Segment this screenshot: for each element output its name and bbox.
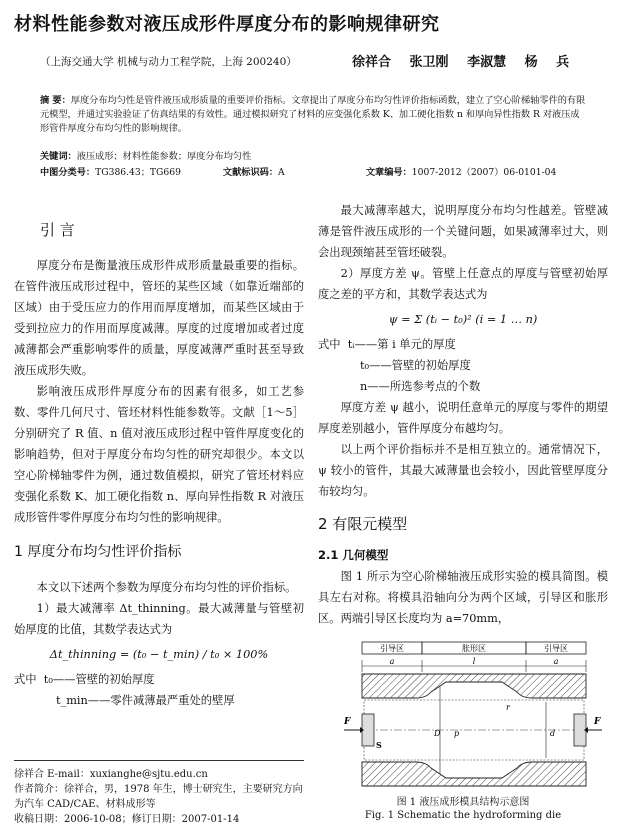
affiliation: （上海交通大学 机械与动力工程学院，上海 200240）: [40, 56, 297, 68]
dim-label-a-left: a: [389, 657, 395, 666]
definition-t0: t₀——管壁的初始厚度: [43, 673, 155, 686]
author-list: [352, 51, 569, 70]
footnote-bio: 作者简介：徐祥合，男，1978 年生，博士研究生，主要研究方向为汽车 CAD/CAE、材料成形等: [14, 784, 303, 810]
die-upper-half: [362, 674, 586, 698]
abstract-label: 摘 要：: [40, 95, 71, 106]
right-column: [318, 200, 608, 629]
footnote-dates: 收稿日期：2006-10-08；修订日期：2007-01-14: [14, 814, 240, 825]
article-no-text: 1007-2012（2007）06-0101-04: [411, 167, 557, 178]
psi-paragraph: 2）厚度方差 ψ。管壁上任意点的厚度与管壁初始厚度之差的平方和，其数学表达式为: [318, 267, 608, 301]
label-r: r: [506, 703, 510, 712]
clc-text: TG386.43；TG669: [95, 167, 181, 178]
author-2: 张卫刚: [409, 55, 449, 70]
where-label: 式中: [14, 673, 37, 686]
footnote-email: 徐祥合 E-mail：xuxianghe@sjtu.edu.cn: [14, 769, 208, 780]
clc-label: 中图分类号：: [40, 167, 96, 178]
dim-label-l: l: [472, 657, 476, 666]
definition-tmin: t_min——零件减薄最严重处的壁厚: [56, 694, 235, 707]
dim-label-a-right: a: [553, 657, 559, 666]
dimension-line: [362, 657, 586, 672]
definition-ti: tᵢ——第 i 单元的厚度: [347, 338, 456, 351]
doc-code-label: 文献标识码：: [222, 167, 279, 178]
left-column: [14, 200, 304, 711]
keywords-row: [40, 148, 600, 162]
article-no-label: 文章编号：: [365, 167, 412, 178]
zone-label-left: 引导区: [380, 644, 404, 653]
where-label-2: 式中: [318, 338, 341, 351]
zone-label-right: 引导区: [544, 644, 568, 653]
label-d: d: [550, 729, 556, 738]
section-2-heading: 2 有限元模型: [318, 515, 408, 533]
intro-paragraph-2: 影响液压成形件厚度分布的因素有很多，如工艺参数、零件几何尺寸、管坯材料性能参数等。文献［1～5］分别研究了 R 值、n 值对液压成形过程中管件厚度变化的影响趋势，但对于厚度分布均匀性的研究却很少。本文以空心阶梯轴零件为例，通过数值模拟，研究了管坯材料应变强化系数 K、加工硬化指数 n、厚向异性指数 R 对液压成形管件零件厚度分布均匀性的影响规律。: [14, 385, 304, 524]
intro-paragraph-1: 厚度分布是衡量液压成形件成形质量最重要的指标。在管件液压成形过程中，管坯的某些区域（如靠近端部的区域）由于受压应力的作用而厚度增加，而某些区域由于受到拉应力的作用而厚度减薄。厚度的过度增加或者过度减薄都会严重影响零件的质量，厚度减薄严重时甚至导致液压成形失败。: [14, 259, 304, 377]
abstract: [40, 94, 588, 136]
label-D: D: [434, 729, 441, 738]
hydroforming-die-figure: [342, 640, 604, 788]
definition-n: n——所选参考点的个数: [360, 380, 481, 393]
section-1-paragraph-1: 本文以下述两个参数为厚度分布均匀性的评价指标。: [36, 581, 297, 594]
footnote: [14, 760, 304, 827]
section-2-1-heading: 2.1 几何模型: [318, 548, 389, 562]
force-label-left: F: [344, 717, 351, 727]
section-1-heading: 1 厚度分布均匀性评价指标: [14, 544, 182, 560]
definitions-1: [14, 669, 304, 711]
die-lower-half: [362, 762, 586, 786]
right-paragraph-continued: 最大减薄率越大，说明厚度分布均匀性越差。管壁减薄是管件液压成形的一个关键问题，如果减薄率过大，则会出现颈缩甚至管坯破裂。: [318, 204, 608, 259]
definition-t0-2: t₀——管壁的初始厚度: [360, 359, 471, 372]
geometry-paragraph: 图 1 所示为空心阶梯轴液压成形实验的模具简图。模具左右对称。将模具沿轴向分为两个区域，引导区和胀形区。两端引导区长度均为 a=70mm，: [318, 570, 608, 625]
author-4: 杨 兵: [524, 55, 570, 70]
zone-label-middle: 胀形区: [462, 644, 486, 653]
figure-caption-en: Fig. 1 Schematic the hydroforming die: [364, 810, 562, 821]
note-paragraph: 以上两个评价指标并不是相互独立的。通常情况下，ψ 较小的管件，其最大减薄量也会较小，因此管壁厚度分布较均匀。: [318, 443, 608, 498]
formula-psi: ψ = Σ (tᵢ − t₀)² (i = 1 … n): [388, 313, 538, 326]
label-S: S: [376, 740, 382, 750]
abstract-text: 厚度分布均匀性是管件液压成形质量的重要评价指标。文章提出了厚度分布均匀性评价指标函数，建立了空心阶梯轴零件的有限元模型，并通过实验验证了仿真结果的有效性。通过模拟研究了材料的应变强化系数 K、加工硬化指数 n 和厚向异性指数 R 对液压成形管件厚度分布均匀性的影响规律。: [40, 95, 586, 134]
figure-caption-cn: 图 1 液压成形模具结构示意图: [396, 797, 530, 808]
formula-thinning: Δt_thinning = (t₀ − t_min) / t₀ × 100%: [49, 648, 269, 661]
zone-labels: [362, 642, 586, 654]
classification-row: [40, 164, 600, 178]
paper-title: 材料性能参数对液压成形件厚度分布的影响规律研究: [14, 14, 440, 35]
force-label-right: F: [594, 717, 601, 727]
psi-paragraph-2: 厚度方差 ψ 越小，说明任意单元的厚度与零件的期望厚度差别越小，管件厚度分布越均匀。: [318, 401, 608, 435]
author-3: 李淑慧: [467, 55, 507, 70]
doc-code-text: A: [278, 167, 285, 178]
section-1-paragraph-2: 1）最大减薄率 Δt_thinning。最大减薄量与管壁初始厚度的比值，其数学表达式为: [14, 602, 304, 636]
label-p: p: [454, 729, 460, 738]
definitions-2: [318, 334, 608, 397]
intro-heading: 引 言: [40, 221, 75, 239]
keywords-text: 液压成形；材料性能参数；厚度分布均匀性: [76, 151, 252, 162]
keywords-label: 关键词：: [40, 151, 77, 162]
author-1: 徐祥合: [352, 55, 392, 70]
